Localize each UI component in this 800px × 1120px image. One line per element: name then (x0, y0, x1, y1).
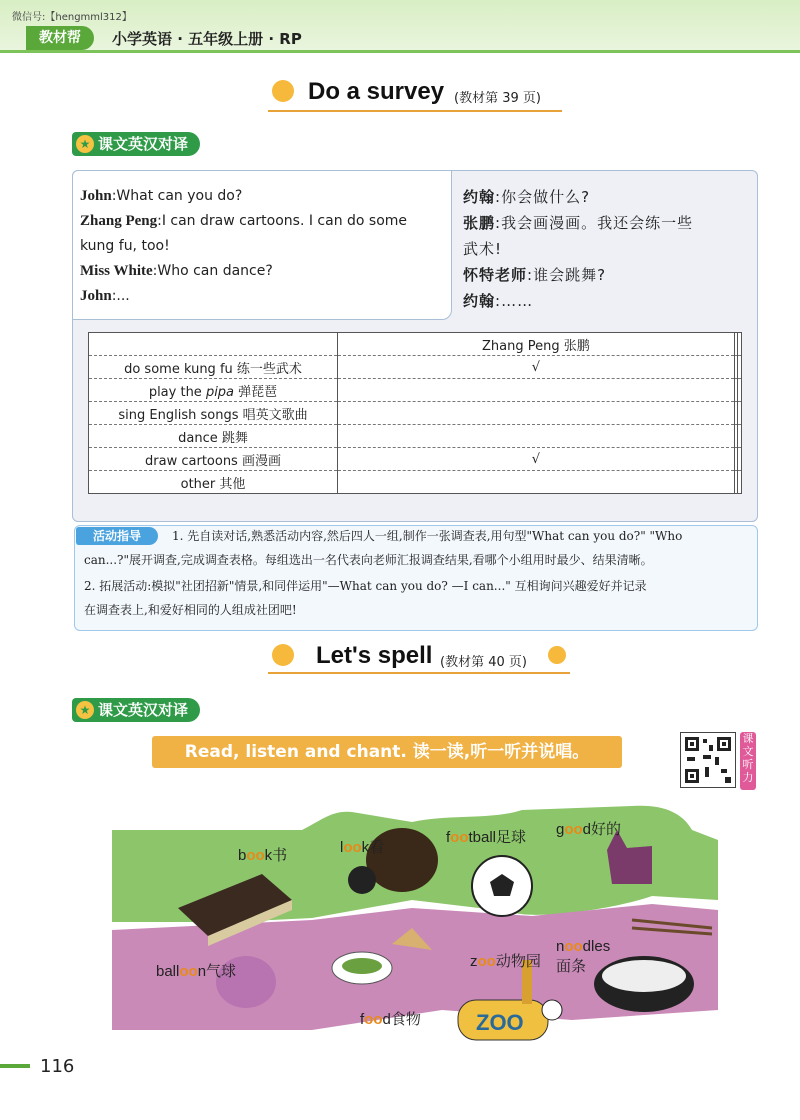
page-number: 116 (40, 1056, 75, 1077)
activity-cell: draw cartoons 画漫画 (89, 448, 338, 471)
word-zoo: zoo动物园 (470, 953, 541, 970)
title-underline (268, 110, 562, 112)
table-header-name: Zhang Peng 张鹏 (338, 333, 735, 356)
watermark: 微信号:【hengmml312】 (12, 12, 132, 23)
translation-label-text: 课文英汉对译 (98, 701, 189, 719)
check-cell: √ (338, 448, 735, 471)
table-row (89, 402, 742, 425)
guide-line: 在调查表上,和爱好相同的人组成社团吧! (84, 603, 297, 617)
audio-label: 课文听力 (740, 732, 756, 790)
translation-label-text: 课文英汉对译 (98, 135, 189, 153)
activity-cell: other 其他 (89, 471, 338, 494)
headphones-icon (548, 646, 566, 664)
table-cell (89, 333, 338, 356)
table-row (89, 471, 742, 494)
translation-line: 约翰:…… (463, 292, 534, 310)
empty-cell (738, 471, 742, 494)
word-balloon: balloon气球 (156, 963, 237, 980)
table-row (89, 379, 742, 402)
dialog-chinese (463, 184, 753, 314)
empty-cell (738, 356, 742, 379)
translation-line: 约翰:你会做什么? (463, 188, 591, 206)
translation-line: 怀特老师:谁会跳舞? (463, 266, 607, 284)
table-cell (738, 333, 742, 356)
title-underline (268, 672, 570, 674)
pencil-icon (272, 644, 294, 666)
word-good: good好的 (556, 821, 622, 838)
qr-code-icon (681, 733, 735, 787)
section-title-spell: Let's spell (316, 642, 433, 669)
check-cell (338, 471, 735, 494)
activity-cell: play the pipa 弹琵琶 (89, 379, 338, 402)
book-badge: 教材帮 (26, 26, 94, 50)
word-look: look看 (340, 839, 385, 856)
header-divider (0, 50, 800, 53)
dialog-line: kung fu, too! (80, 238, 170, 254)
check-cell (338, 379, 735, 402)
empty-cell (738, 425, 742, 448)
guide-line: 2. 拓展活动:模拟"社团招新"情景,和同伴运用"—What can you do? —I can..." 互相询问兴趣爱好并记录 (84, 579, 647, 593)
survey-page-ref: (教材第 39 页) (454, 91, 541, 106)
empty-cell (738, 379, 742, 402)
star-icon: ★ (76, 701, 94, 719)
table-row (89, 448, 742, 471)
check-cell (338, 425, 735, 448)
guide-line: 1. 先自读对话,熟悉活动内容,然后四人一组,制作一张调查表,用句型"What can you do?" "Who (172, 529, 683, 543)
table-row (89, 425, 742, 448)
activity-cell: sing English songs 唱英文歌曲 (89, 402, 338, 425)
page-number-bar (0, 1064, 30, 1068)
dialog-english (80, 184, 450, 309)
activity-cell: do some kung fu 练一些武术 (89, 356, 338, 379)
section-title-survey: Do a survey (308, 78, 445, 105)
empty-cell (738, 402, 742, 425)
table-header-row (89, 333, 742, 356)
survey-table (88, 332, 742, 494)
word-food: food食物 (360, 1011, 421, 1028)
binoculars-icon (348, 866, 376, 894)
word-book: book书 (238, 847, 288, 864)
microphone-icon (272, 80, 294, 102)
dialog-line: John:... (80, 288, 130, 304)
chant-banner: Read, listen and chant. 读一读,听一听并说唱。 (152, 736, 622, 768)
word-football: football足球 (446, 829, 527, 846)
book-title: 小学英语 · 五年级上册 · RP (112, 30, 302, 48)
empty-cell (738, 448, 742, 471)
activity-guide-badge: 活动指导 (76, 527, 158, 545)
check-cell: √ (338, 356, 735, 379)
check-cell (338, 402, 735, 425)
translation-label (72, 698, 200, 722)
translation-line: 武术! (463, 240, 503, 258)
guide-line: can...?"展开调查,完成调查表格。每组选出一名代表向老师汇报调查结果,看哪个小组用时最少、结果清晰。 (84, 553, 653, 567)
activity-cell: dance 跳舞 (89, 425, 338, 448)
translation-label (72, 132, 200, 156)
dialog-line: John:What can you do? (80, 188, 243, 204)
translation-line: 张鹏:我会画漫画。我还会练一些 (463, 214, 694, 232)
football-icon (472, 856, 532, 916)
zoo-sign-text: ZOO (476, 1010, 524, 1035)
dialog-line: Miss White:Who can dance? (80, 263, 273, 279)
dialog-line: Zhang Peng:I can draw cartoons. I can do some (80, 213, 408, 229)
table-row (89, 356, 742, 379)
qr-code[interactable] (680, 732, 736, 788)
star-icon: ★ (76, 135, 94, 153)
word-noodles: noodles 面条 (556, 938, 611, 975)
spell-page-ref: (教材第 40 页) (440, 655, 527, 670)
